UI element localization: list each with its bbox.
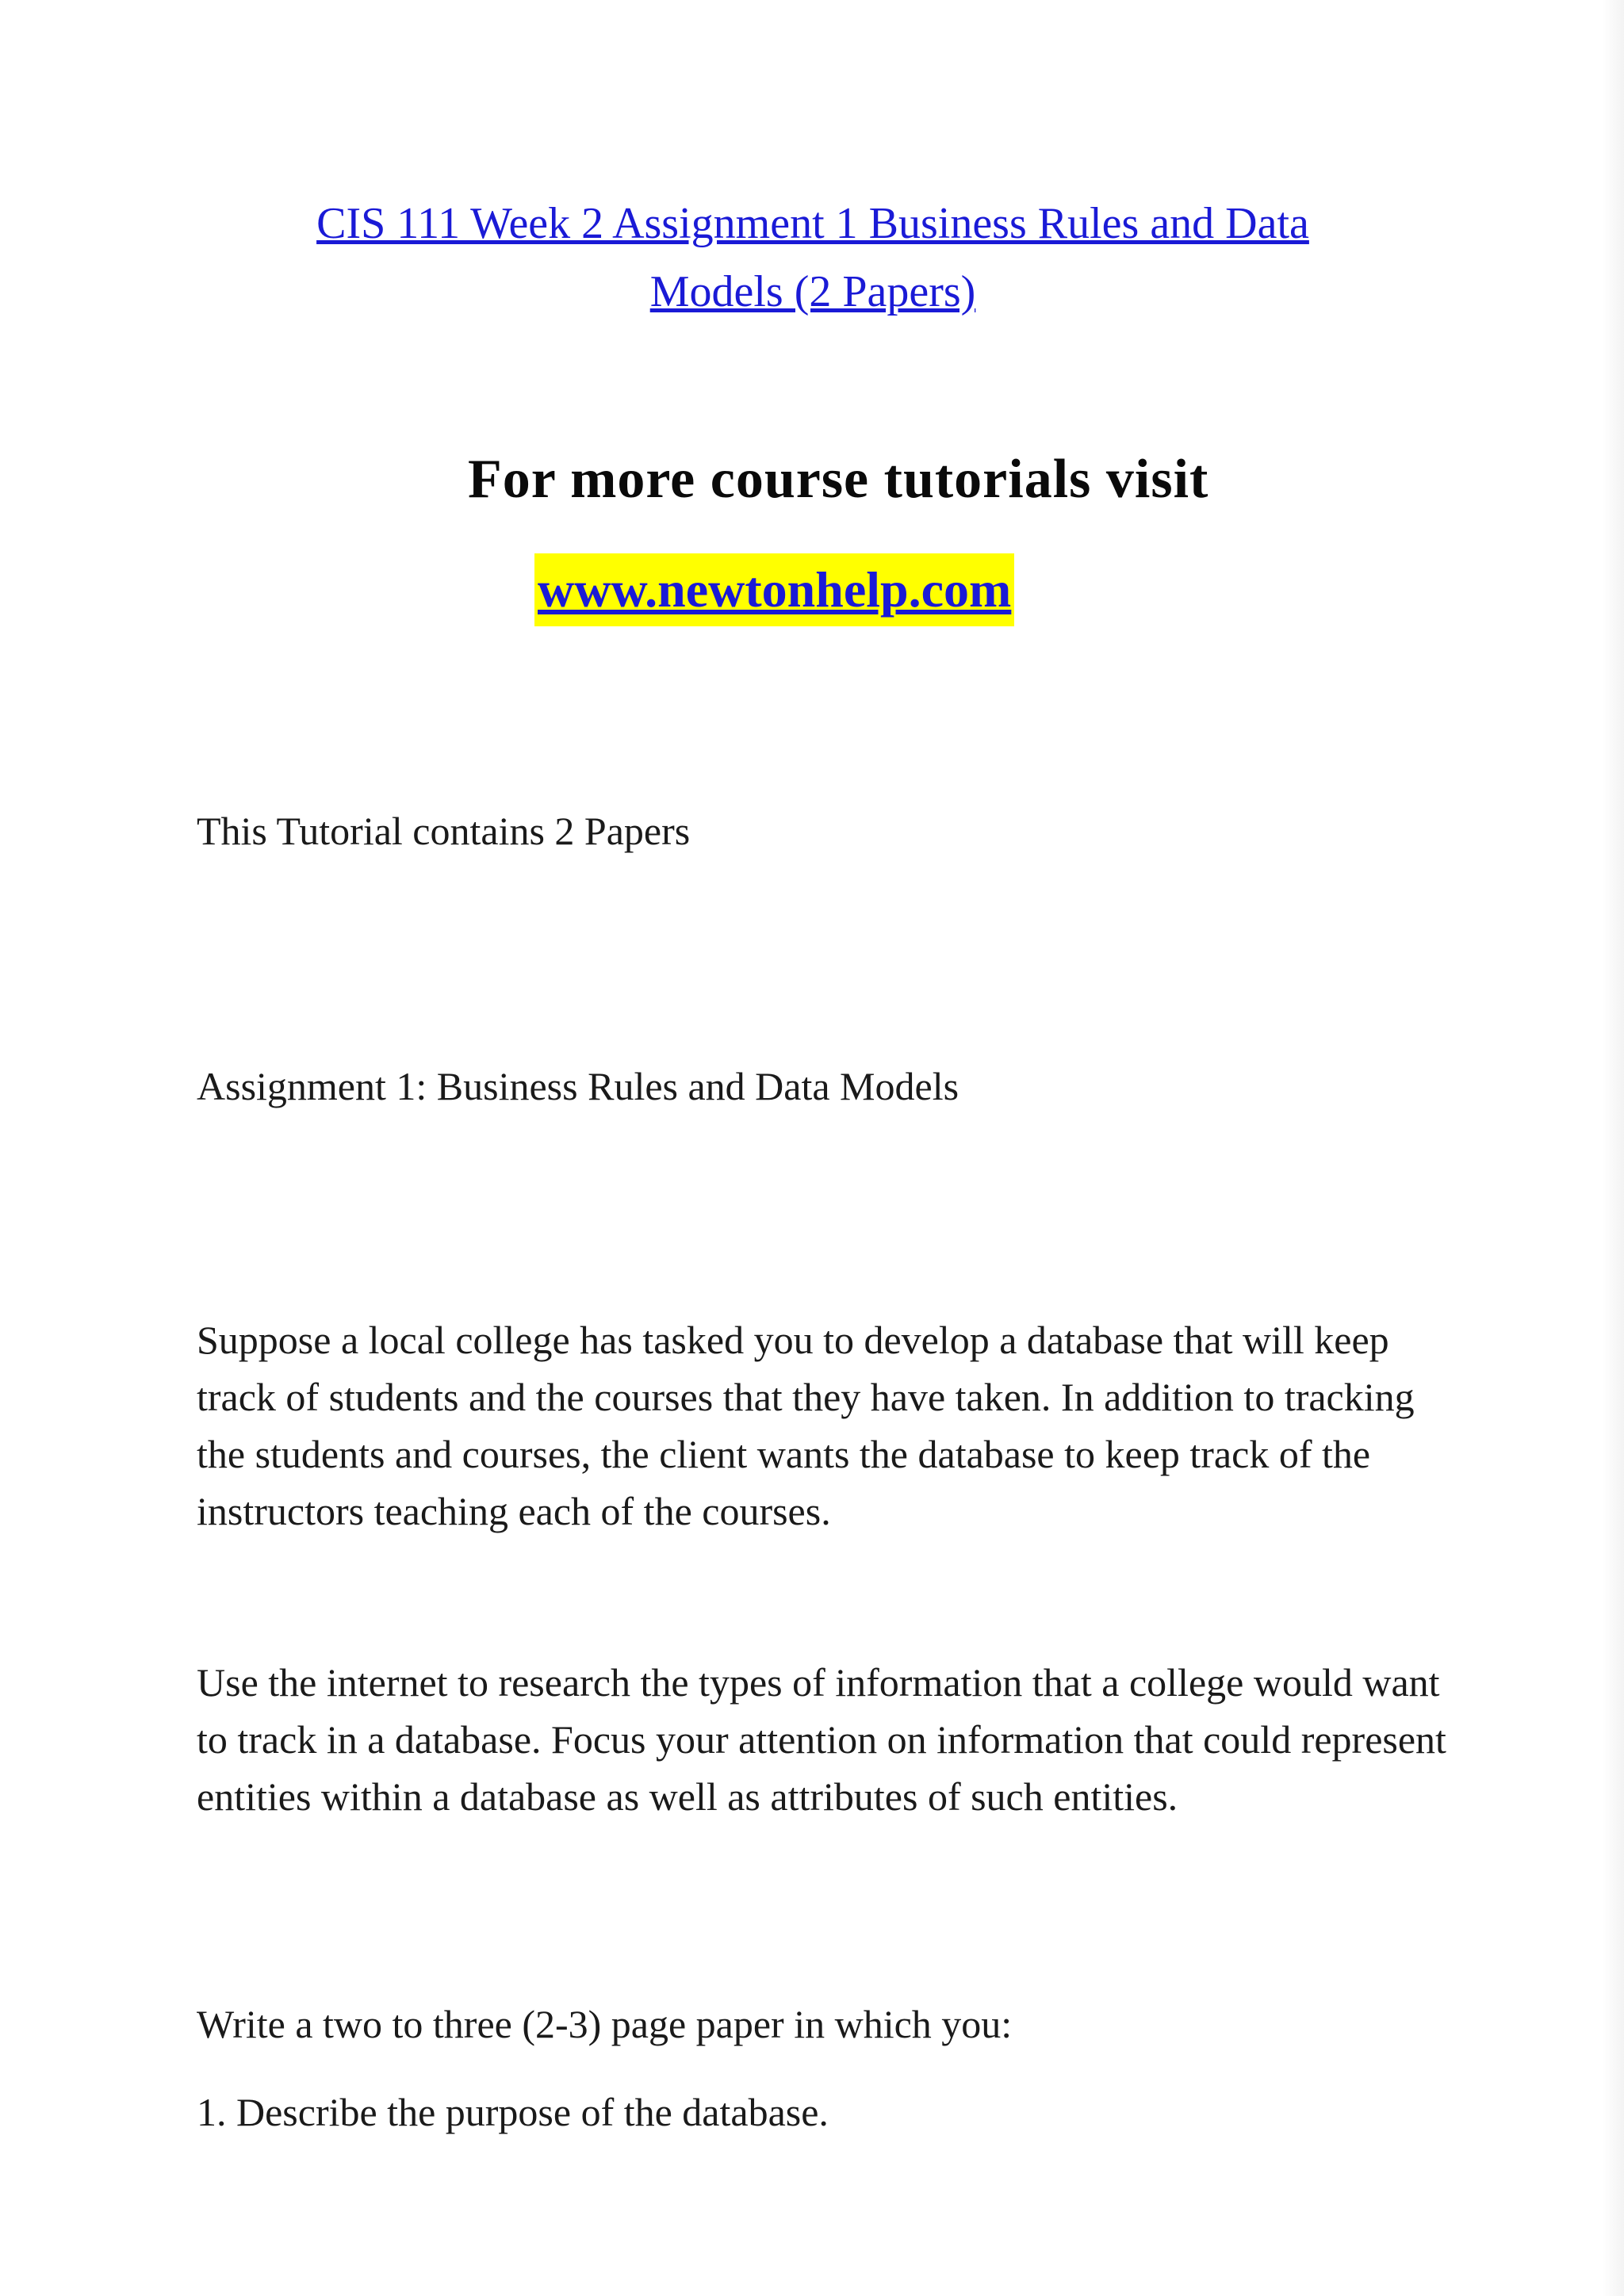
paragraph-research: Use the internet to research the types of information that a college would want to track in a database. Focus your attention on information that could represent entities within a database as well as attributes of such entities. [197,1660,1446,1819]
intro-text: This Tutorial contains 2 Papers [197,809,691,853]
promo-heading: For more course tutorials visit [468,449,1209,510]
paragraph-scenario: Suppose a local college has tasked you to develop a database that will keep track of students and the courses that they have taken. In addition to tracking the students and courses, the client wants the database to keep track of the instructors teaching each of the courses. [197,1318,1415,1533]
list-item: 1. Describe the purpose of the database. [197,2090,829,2134]
page-edge-shade [1602,0,1624,2296]
title-link-line2[interactable]: Models (2 Papers) [649,267,976,316]
write-instruction: Write a two to three (2-3) page paper in which you: [197,2002,1013,2046]
assignment-heading: Assignment 1: Business Rules and Data Models [197,1064,959,1108]
title-link-line1[interactable]: CIS 111 Week 2 Assignment 1 Business Rules and Data [316,199,1309,248]
website-link[interactable]: www.newtonhelp.com [534,553,1014,626]
